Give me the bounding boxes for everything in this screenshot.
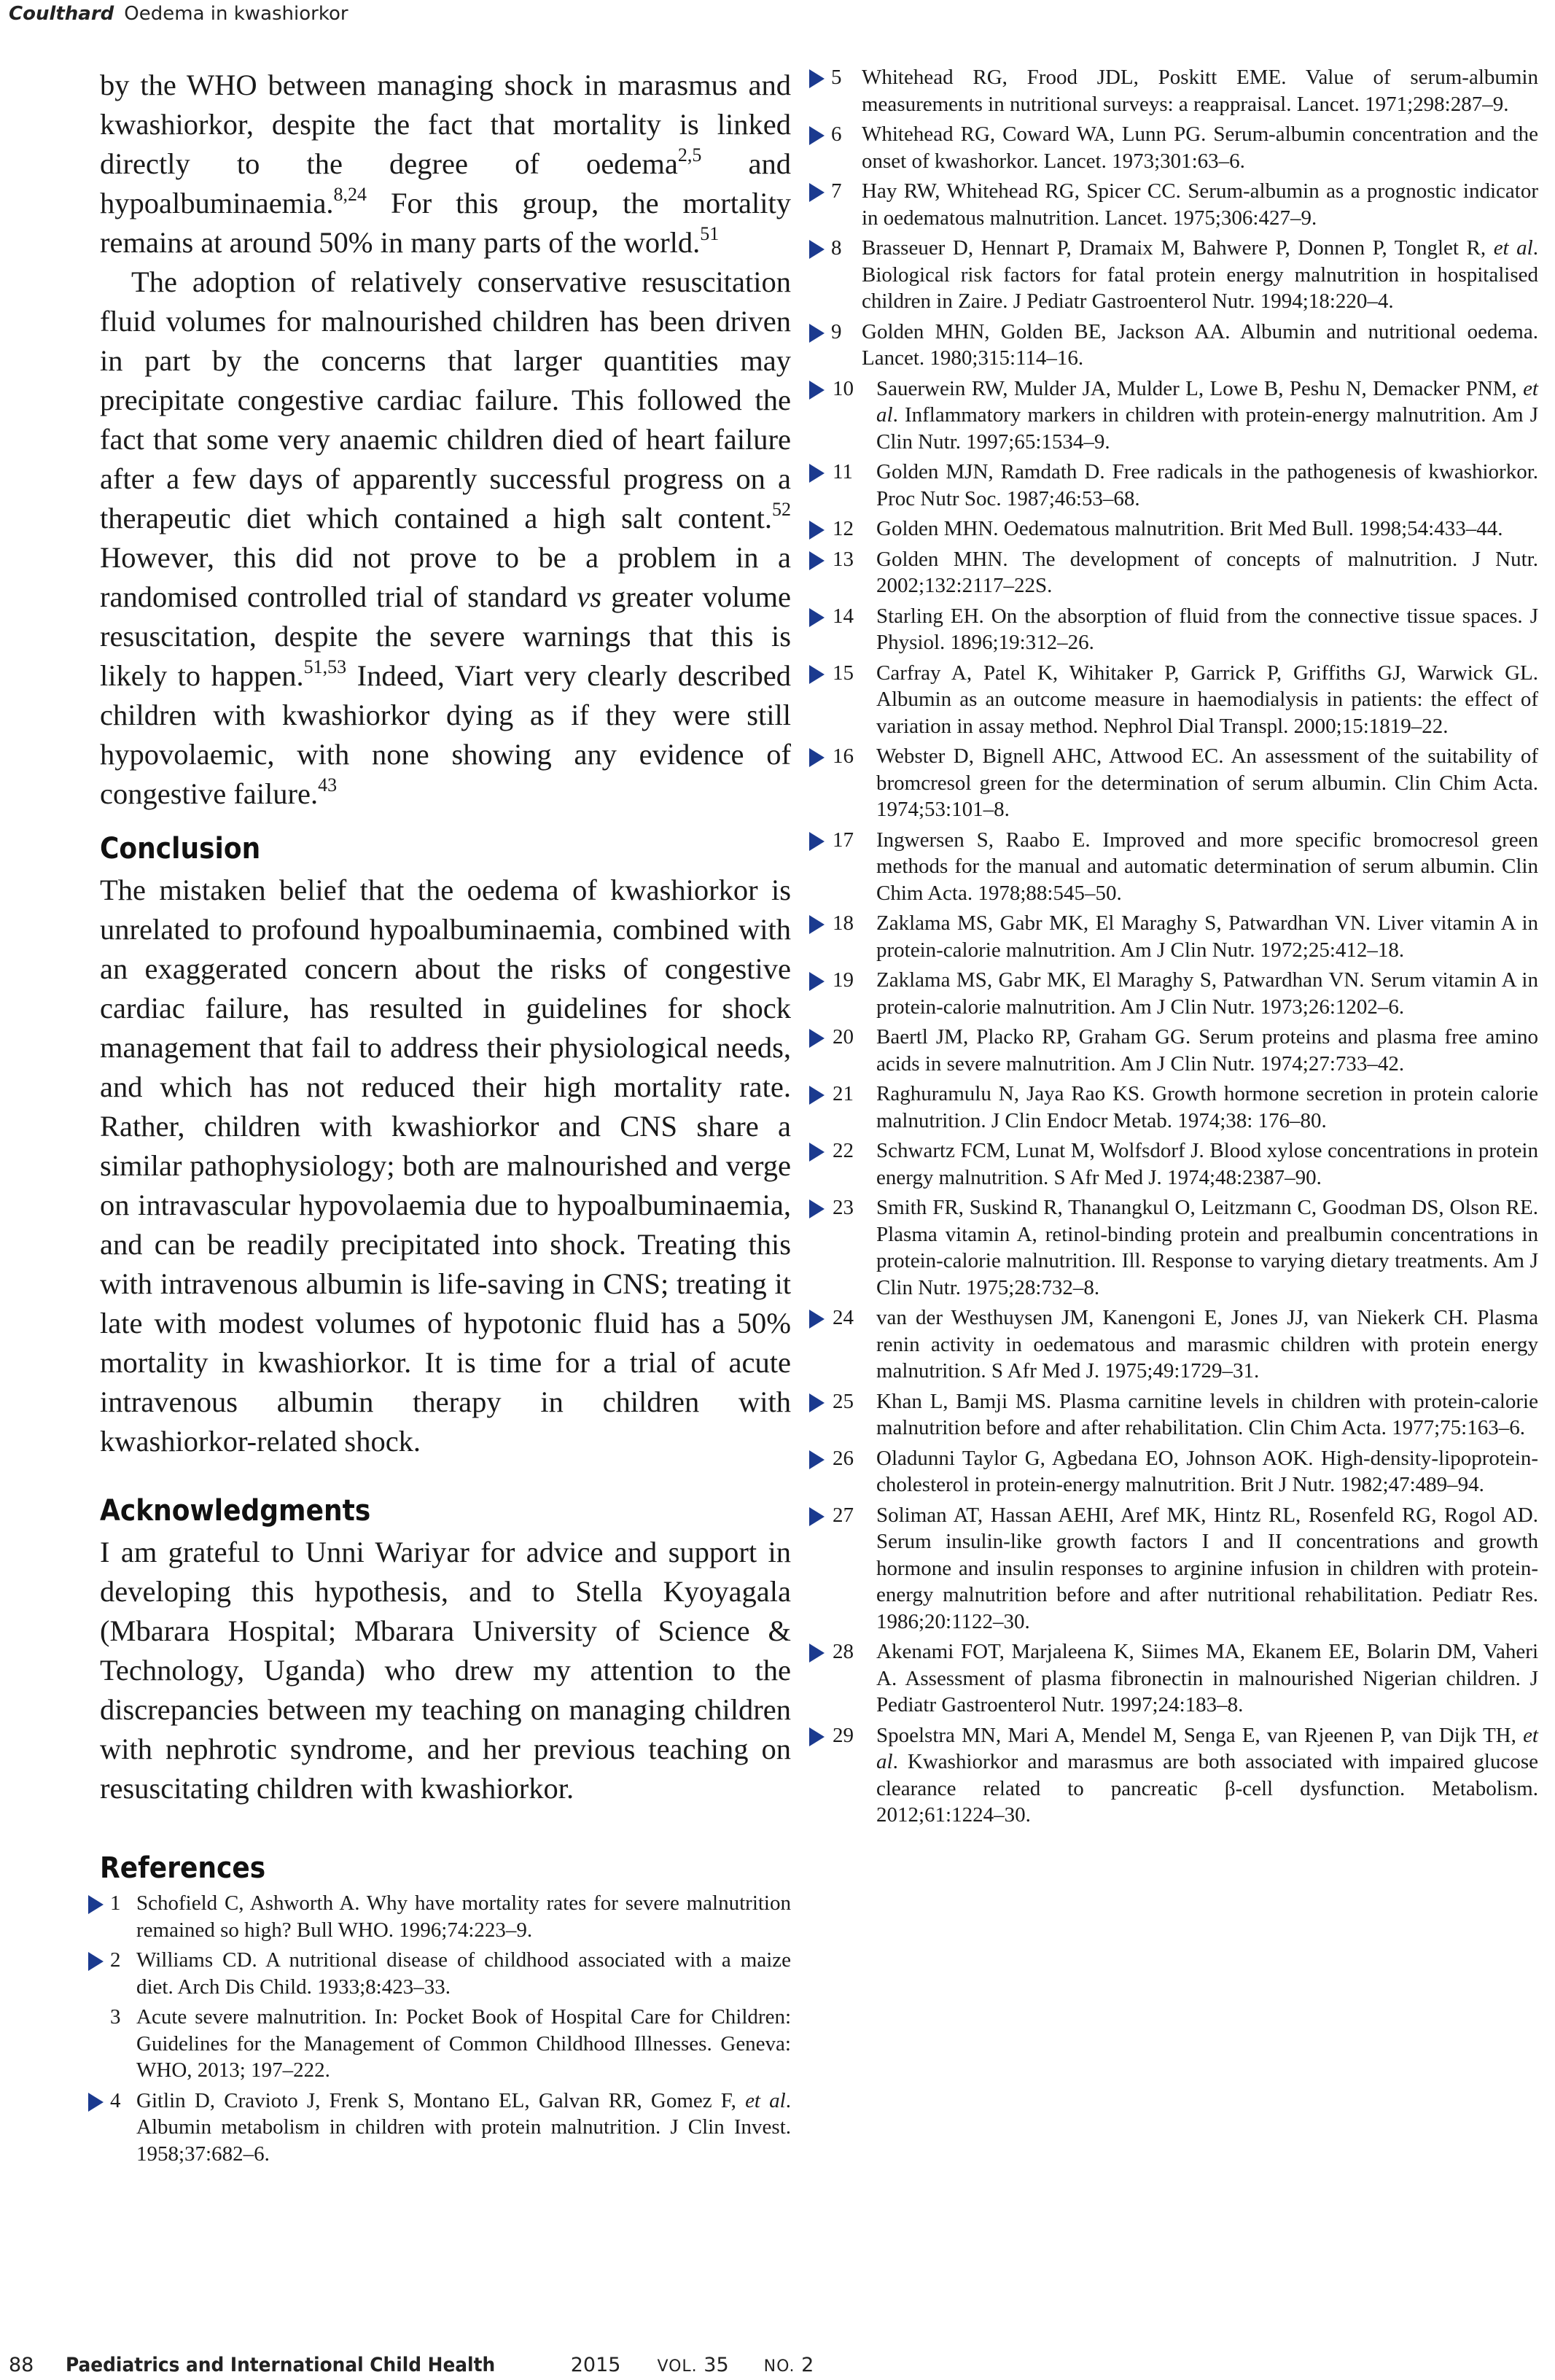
journal-year: 2015: [570, 2354, 621, 2376]
reference-item: 4 Gitlin D, Cravioto J, Frenk S, Montano EL, Galvan RR, Gomez F, et al. Albumin metabolism in children with protein malnutrition. J Clin Invest. 1958;37:682–6.: [100, 2088, 791, 2168]
reference-link-arrow-icon[interactable]: [809, 665, 825, 684]
volume-label: VOL.: [657, 2357, 698, 2376]
reference-link-arrow-icon[interactable]: [809, 608, 825, 627]
reference-item: 9 Golden MHN, Golden BE, Jackson AA. Albumin and nutritional oedema. Lancet. 1980;315:114–16.: [824, 319, 1538, 372]
reference-link-arrow-icon[interactable]: [809, 1507, 825, 1526]
running-head-title: Oedema in kwashiorkor: [124, 3, 348, 25]
reference-item: 18 Zaklama MS, Gabr MK, El Maraghy S, Patwardhan VN. Liver vitamin A in protein-calorie malnutrition. Am J Clin Nutr. 1972;25:412–18.: [824, 910, 1538, 963]
reference-item: 6 Whitehead RG, Coward WA, Lunn PG. Serum-albumin concentration and the onset of kwashorkor. Lancet. 1973;301:63–6.: [824, 121, 1538, 174]
reference-item: 20 Baertl JM, Placko RP, Graham GG. Serum proteins and plasma free amino acids in severe malnutrition. Am J Clin Nutr. 1974;27:733–42.: [824, 1024, 1538, 1077]
paragraph-shock-management: by the WHO between managing shock in marasmus and kwashiorkor, despite the fact that mortality is linked directly to the degree of oedema$^{2,5}$ and hypoalbuminaemia.$^{8,24}$ For this group, the mortality remains at around 50% in many parts of the world.$^{51}$: [100, 69, 791, 259]
reference-link-arrow-icon[interactable]: [809, 521, 825, 540]
reference-item: 22 Schwartz FCM, Lunat M, Wolfsdorf J. Blood xylose concentrations in protein energy malnutrition. S Afr Med J. 1974;48:2387–90.: [824, 1138, 1538, 1191]
issue-number: 2: [801, 2354, 814, 2376]
citation: 43: [318, 774, 338, 796]
reference-item: 16 Webster D, Bignell AHC, Attwood EC. An assessment of the suitability of bromcresol green for the determination of serum albumin. Clin Chim Acta. 1974;53:101–8.: [824, 743, 1538, 823]
page-footer: [9, 2354, 814, 2376]
references-list-right: [824, 64, 1538, 1829]
reference-link-arrow-icon[interactable]: [809, 915, 825, 934]
reference-item: 3 Acute severe malnutrition. In: Pocket Book of Hospital Care for Children: Guidelines for the Management of Common Childhood Illnesses. Geneva: WHO, 2013; 197–222.: [110, 2005, 791, 2082]
reference-link-arrow-icon[interactable]: [809, 832, 825, 851]
journal-name: Paediatrics and International Child Health: [66, 2354, 496, 2376]
reference-item: 23 Smith FR, Suskind R, Thanangkul O, Leitzmann C, Goodman DS, Olson RE. Plasma vitamin A, retinol-binding protein and prealbumin concentrations in protein-calorie malnutrition. Ill. Response to varying dietary treatments. Am J Clin Nutr. 1975;28:732–8.: [824, 1194, 1538, 1301]
reference-item: 24 van der Westhuysen JM, Kanengoni E, Jones JJ, van Niekerk CH. Plasma renin activity in oedematous and marasmic children with protein energy malnutrition. S Afr Med J. 1975;49:1729–31.: [824, 1304, 1538, 1385]
reference-link-arrow-icon[interactable]: [809, 1029, 825, 1048]
acknowledgments-heading: Acknowledgments: [100, 1494, 371, 1528]
reference-link-arrow-icon[interactable]: [809, 381, 825, 400]
reference-link-arrow-icon[interactable]: [809, 324, 825, 343]
volume-number: 35: [704, 2354, 729, 2376]
reference-item: 21 Raghuramulu N, Jaya Rao KS. Growth hormone secretion in protein calorie malnutrition. J Clin Endocr Metab. 1974;38: 176–80.: [824, 1081, 1538, 1134]
reference-link-arrow-icon[interactable]: [809, 69, 825, 88]
reference-item: 17 Ingwersen S, Raabo E. Improved and more specific bromocresol green methods for the manual and automatic determination of serum albumin. Clin Chim Acta. 1978;88:545–50.: [824, 827, 1538, 907]
references-list-left: [100, 1890, 791, 2167]
citation: 8,24: [333, 184, 367, 205]
running-head-author: Coulthard: [9, 3, 114, 25]
citation: 51,53: [303, 656, 347, 677]
reference-link-arrow-icon[interactable]: [88, 1895, 104, 1914]
conclusion-paragraph: The mistaken belief that the oedema of kwashiorkor is unrelated to profound hypoalbuminaemia, combined with an exaggerated concern about the risks of congestive cardiac failure, has resulted in guidelines for shock management that fail to address their physiological needs, and which has not reduced their high mortality rate. Rather, children with kwashiorkor and CNS share a similar pathophysiology; both are malnourished and verge on intravascular hypovolaemia due to hypoalbuminaemia, and can be readily precipitated into shock. Treating this with intravenous albumin is life-saving in CNS; treating it late with modest volumes of hypotonic fluid has a 50% mortality in kwashiorkor. It is time for a trial of acute intravenous albumin therapy in children with kwashiorkor-related shock.: [100, 874, 791, 1458]
running-head: [9, 3, 348, 25]
reference-item: 1 Schofield C, Ashworth A. Why have mortality rates for severe malnutrition remained so high? Bull WHO. 1996;74:223–9.: [100, 1890, 791, 1943]
conclusion-heading: Conclusion: [100, 832, 261, 866]
reference-item: 13 Golden MHN. The development of concepts of malnutrition. J Nutr. 2002;132:2117–22S.: [824, 546, 1538, 599]
page-number: 88: [9, 2354, 34, 2376]
acknowledgments-paragraph: I am grateful to Unni Wariyar for advice and support in developing this hypothesis, and to Stella Kyoyagala (Mbarara Hospital; Mbarara University of Science & Technology, Uganda) who drew my attention to the discrepancies between my teaching on managing children with nephrotic syndrome, and her previous teaching on resuscitating children with kwashiorkor.: [100, 1536, 791, 1805]
reference-link-arrow-icon[interactable]: [809, 1644, 825, 1662]
references-heading: References: [100, 1851, 266, 1885]
reference-item: 11 Golden MJN, Ramdath D. Free radicals in the pathogenesis of kwashiorkor. Proc Nutr Soc. 1987;46:53–68.: [824, 459, 1538, 512]
paragraph-fluid-volumes: The adoption of relatively conservative resuscitation fluid volumes for malnourished children has been driven in part by the concerns that larger quantities may precipitate congestive cardiac failure. This followed the fact that some very anaemic children died of heart failure after a few days of apparently successful progress on a therapeutic diet which contained a high salt content.$^{52}$ However, this did not prove to be a problem in a randomised controlled trial of standard vs greater volume resuscitation, despite the severe warnings that this is likely to happen.$^{51,53}$ Indeed, Viart very clearly described children with kwashiorkor dying as if they were still hypovolaemic, with none showing any evidence of congestive failure.$^{43}$: [100, 265, 791, 810]
left-column: [100, 66, 791, 2171]
reference-item: 15 Carfray A, Patel K, Wihitaker P, Garrick P, Griffiths GJ, Warwick GL. Albumin as an outcome measure in haemodialysis in patients: the effect of variation in assay method. Nephrol Dial Transpl. 2000;15:1819–22.: [824, 660, 1538, 740]
reference-link-arrow-icon[interactable]: [809, 1086, 825, 1105]
reference-link-arrow-icon[interactable]: [809, 240, 825, 259]
reference-item: 25 Khan L, Bamji MS. Plasma carnitine levels in children with protein-calorie malnutrition before and after rehabilitation. Clin Chim Acta. 1977;75:163–6.: [824, 1388, 1538, 1442]
reference-item: 19 Zaklama MS, Gabr MK, El Maraghy S, Patwardhan VN. Serum vitamin A in protein-calorie malnutrition. Am J Clin Nutr. 1973;26:1202–6.: [824, 967, 1538, 1020]
citation: 51: [700, 223, 720, 244]
reference-item: 5 Whitehead RG, Frood JDL, Poskitt EME. Value of serum-albumin measurements in nutritional surveys: a reappraisal. Lancet. 1971;298:287–9.: [824, 64, 1538, 117]
reference-item: 29 Spoelstra MN, Mari A, Mendel M, Senga E, van Rjeenen P, van Dijk TH, et al. Kwashiorkor and marasmus are both associated with impaired glucose clearance related to pancreatic β-cell dysfunction. Metabolism. 2012;61:1224–30.: [824, 1722, 1538, 1829]
citation: 2,5: [677, 144, 702, 166]
issue-label: NO.: [763, 2357, 795, 2376]
reference-item: 26 Oladunni Taylor G, Agbedana EO, Johnson AOK. High-density-lipoprotein-cholesterol in protein-energy malnutrition. Brit J Nutr. 1982;47:489–94.: [824, 1445, 1538, 1498]
reference-item: 27 Soliman AT, Hassan AEHI, Aref MK, Hintz RL, Rosenfeld RG, Rogol AD. Serum insulin-like growth factors I and II concentrations and growth hormone and insulin responses to arginine infusion in children with protein-energy malnutrition before and after nutritional rehabilitation. Pediatr Res. 1986;20:1122–30.: [824, 1502, 1538, 1636]
citation: 52: [772, 499, 791, 520]
reference-item: 28 Akenami FOT, Marjaleena K, Siimes MA, Ekanem EE, Bolarin DM, Vaheri A. Assessment of plasma fibronectin in malnourished Nigerian children. J Pediatr Gastroenterol Nutr. 1997;24:183–8.: [824, 1638, 1538, 1719]
reference-link-arrow-icon[interactable]: [809, 183, 825, 202]
right-column: [824, 64, 1538, 1832]
reference-link-arrow-icon[interactable]: [809, 972, 825, 991]
reference-item: 8 Brasseuer D, Hennart P, Dramaix M, Bahwere P, Donnen P, Tonglet R, et al. Biological risk factors for fatal protein energy malnutrition in hospitalised children in Zaire. J Pediatr Gastroenterol Nutr. 1994;18:220–4.: [824, 235, 1538, 315]
reference-link-arrow-icon[interactable]: [809, 464, 825, 483]
reference-link-arrow-icon[interactable]: [809, 1727, 825, 1746]
reference-link-arrow-icon[interactable]: [809, 1143, 825, 1162]
reference-link-arrow-icon[interactable]: [809, 1450, 825, 1469]
reference-item: 14 Starling EH. On the absorption of fluid from the connective tissue spaces. J Physiol. 1896;19:312–26.: [824, 603, 1538, 656]
reference-link-arrow-icon[interactable]: [88, 2093, 104, 2112]
reference-link-arrow-icon[interactable]: [809, 748, 825, 767]
reference-link-arrow-icon[interactable]: [809, 126, 825, 145]
reference-link-arrow-icon[interactable]: [809, 1393, 825, 1412]
reference-item: 2 Williams CD. A nutritional disease of childhood associated with a maize diet. Arch Dis Child. 1933;8:423–33.: [100, 1947, 791, 2000]
reference-item: 10 Sauerwein RW, Mulder JA, Mulder L, Lowe B, Peshu N, Demacker PNM, et al. Inflammatory markers in children with protein-energy malnutrition. Am J Clin Nutr. 1997;65:1534–9.: [824, 376, 1538, 456]
reference-link-arrow-icon[interactable]: [88, 1952, 104, 1971]
reference-item: 7 Hay RW, Whitehead RG, Spicer CC. Serum-albumin as a prognostic indicator in oedematous malnutrition. Lancet. 1975;306:427–9.: [824, 178, 1538, 231]
reference-link-arrow-icon[interactable]: [809, 1199, 825, 1218]
reference-link-arrow-icon[interactable]: [809, 1310, 825, 1329]
reference-link-arrow-icon[interactable]: [809, 551, 825, 570]
reference-item: 12 Golden MHN. Oedematous malnutrition. Brit Med Bull. 1998;54:433–44.: [824, 516, 1538, 542]
